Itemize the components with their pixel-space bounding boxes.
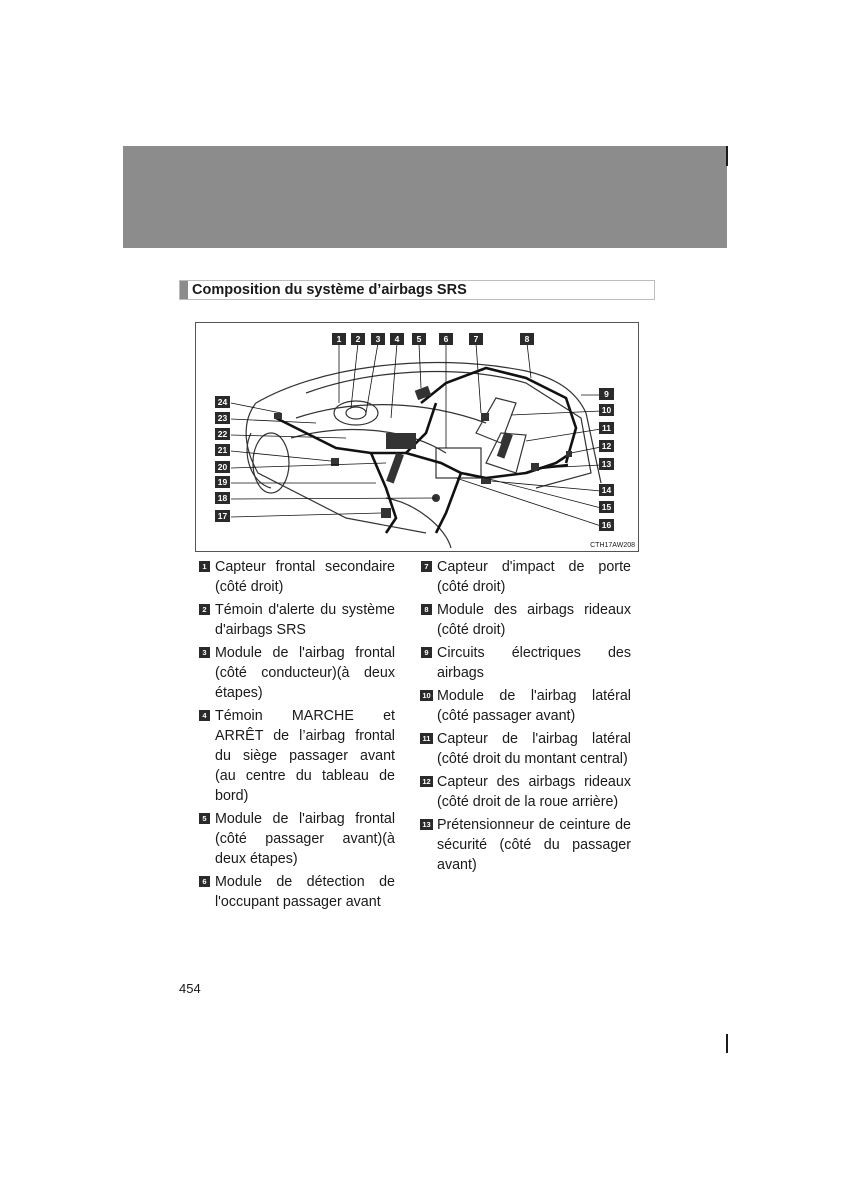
item-number-badge: 3 <box>199 647 210 658</box>
diagram-label-5: 5 <box>412 333 426 345</box>
diagram-label-7: 7 <box>469 333 483 345</box>
item-text: Module de détection de l'occupant passager avant <box>215 874 395 910</box>
diagram-label-22: 22 <box>215 428 230 440</box>
item-number-badge: 8 <box>421 604 432 615</box>
item-number-badge: 11 <box>420 733 433 744</box>
diagram-label-3: 3 <box>371 333 385 345</box>
item-text: Module de l'airbag frontal (côté passager avant)(à deux étapes) <box>215 811 395 867</box>
diagram-label-1: 1 <box>332 333 346 345</box>
diagram-label-20: 20 <box>215 461 230 473</box>
diagram-label-21: 21 <box>215 444 230 456</box>
diagram-code: CTH17AW208 <box>590 542 635 549</box>
item-text: Témoin MARCHE et ARRÊT de l’airbag frontal du siège passager avant (au centre du tableau de bord) <box>215 708 395 804</box>
diagram-label-17: 17 <box>215 510 230 522</box>
item-number-badge: 6 <box>199 876 210 887</box>
diagram-label-2: 2 <box>351 333 365 345</box>
car-interior-illustration <box>196 323 638 551</box>
item-number-badge: 4 <box>199 710 210 721</box>
diagram-label-12: 12 <box>599 440 614 452</box>
item-number-badge: 9 <box>421 647 432 658</box>
dashboard-lower <box>291 430 446 453</box>
diagram-label-8: 8 <box>520 333 534 345</box>
item-text: Témoin d'alerte du système d'airbags SRS <box>215 602 395 638</box>
item-text: Module des airbags rideaux (côté droit) <box>437 602 631 638</box>
chapter-header-band <box>123 146 727 248</box>
item-text: Capteur d'impact de porte (côté droit) <box>437 559 631 595</box>
list-item <box>421 643 631 683</box>
diagram-label-11: 11 <box>599 422 614 434</box>
item-number-badge: 12 <box>420 776 433 787</box>
item-text: Capteur de l'airbag latéral (côté droit du montant central) <box>437 731 631 767</box>
item-text: Module de l'airbag frontal (côté conducteur)(à deux étapes) <box>215 645 395 701</box>
steering-wheel <box>334 401 378 425</box>
item-number-badge: 10 <box>420 690 433 701</box>
item-number-badge: 1 <box>199 561 210 572</box>
item-text: Prétensionneur de ceinture de sécurité (côté du passager avant) <box>437 817 631 873</box>
list-item <box>421 686 631 726</box>
list-item <box>199 872 395 912</box>
legend-column-right <box>421 557 631 878</box>
item-text: Capteur frontal secondaire (côté droit) <box>215 559 395 595</box>
item-number-badge: 7 <box>421 561 432 572</box>
list-item <box>421 600 631 640</box>
section-title-bar <box>180 281 188 299</box>
airbag-system-diagram <box>195 322 639 552</box>
item-text: Capteur des airbags rideaux (côté droit de la roue arrière) <box>437 774 631 810</box>
list-item <box>199 557 395 597</box>
list-item <box>199 600 395 640</box>
diagram-label-13: 13 <box>599 458 614 470</box>
page-number: 454 <box>179 981 201 996</box>
legend-column-left <box>199 557 395 915</box>
diagram-label-6: 6 <box>439 333 453 345</box>
item-number-badge: 13 <box>420 819 433 830</box>
item-text: Module de l'airbag latéral (côté passager avant) <box>437 688 631 724</box>
section-title-box <box>179 280 655 300</box>
section-title: Composition du système d’airbags SRS <box>192 282 467 298</box>
diagram-label-4: 4 <box>390 333 404 345</box>
list-item <box>421 772 631 812</box>
list-item <box>421 729 631 769</box>
header-edge-tick <box>726 146 728 166</box>
list-item <box>199 809 395 869</box>
item-text: Circuits électriques des airbags <box>437 645 631 681</box>
diagram-label-23: 23 <box>215 412 230 424</box>
diagram-label-19: 19 <box>215 476 230 488</box>
diagram-label-18: 18 <box>215 492 230 504</box>
diagram-label-14: 14 <box>599 484 614 496</box>
diagram-label-16: 16 <box>599 519 614 531</box>
list-item <box>199 643 395 703</box>
diagram-label-15: 15 <box>599 501 614 513</box>
list-item <box>421 557 631 597</box>
diagram-label-24: 24 <box>215 396 230 408</box>
item-number-badge: 2 <box>199 604 210 615</box>
diagram-label-9: 9 <box>599 388 614 400</box>
list-item <box>199 706 395 806</box>
diagram-label-10: 10 <box>599 404 614 416</box>
page-edge-tick <box>726 1034 728 1053</box>
item-number-badge: 5 <box>199 813 210 824</box>
list-item <box>421 815 631 875</box>
